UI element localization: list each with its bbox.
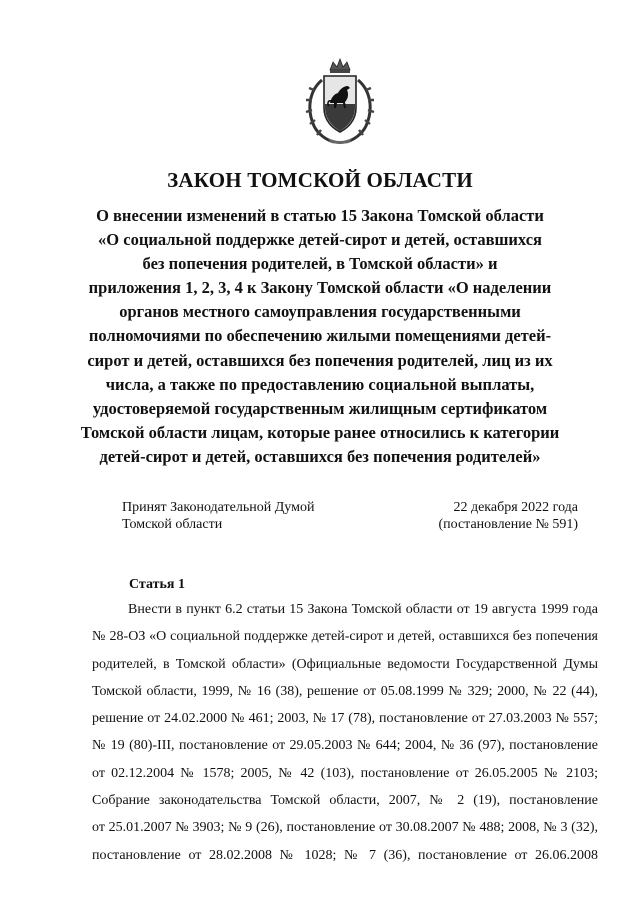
subtitle-line: удостоверяемой государственным жилищным сертификатом (92, 398, 548, 418)
article-line: № 28-ОЗ «О социальной поддержке детей-сирот и детей, оставшихся без попечения (92, 629, 598, 645)
article-line: решение от 24.02.2000 № 461; 2003, № 17 (78), постановление от 27.03.2003 № 557; (92, 711, 598, 727)
subtitle-line: числа, а также по предоставлению социальной выплаты, (105, 374, 535, 394)
law-subtitle (70, 204, 570, 469)
article-line: № 19 (80)-III, постановление от 29.05.2003 № 644; 2004, № 36 (97), постановление (92, 738, 598, 754)
law-title: ЗАКОН ТОМСКОЙ ОБЛАСТИ (167, 168, 473, 192)
article-line: Томской области, 1999, № 16 (38), решение от 05.08.1999 № 329; 2000, № 22 (44), (92, 683, 598, 699)
tomsk-coat-of-arms-emblem (300, 56, 380, 146)
article-line: от 02.12.2004 № 1578; 2005, № 42 (103), постановление от 26.05.2005 № 2103; (92, 765, 598, 781)
adopted-by-block (122, 499, 314, 533)
subtitle-line: без попечения родителей, в Томской области» и (142, 254, 498, 274)
subtitle-line: органов местного самоуправления государственными (119, 302, 521, 322)
adoption-date-block (438, 499, 578, 533)
article-line: родителей, в Томской области» (Официальные ведомости Государственной Думы (92, 656, 598, 672)
subtitle-line: детей-сирот и детей, оставшихся без попечения родителей» (99, 446, 541, 466)
adopted-by-line: Принят Законодательной Думой (122, 500, 315, 515)
article-line: Внести в пункт 6.2 статьи 15 Закона Томской области от 19 августа 1999 года (128, 602, 598, 617)
article-1-body (92, 596, 598, 869)
subtitle-line: приложения 1, 2, 3, 4 к Закону Томской области «О наделении (88, 278, 552, 298)
subtitle-line: полномочиями по обеспечению жилыми помещениями детей- (88, 326, 552, 346)
subtitle-line: Томской области лицам, которые ранее относились к категории (80, 422, 560, 442)
article-1-heading: Статья 1 (129, 577, 185, 592)
adopted-by-region: Томской области (122, 517, 223, 532)
adoption-date: 22 декабря 2022 года (453, 500, 578, 515)
subtitle-line: сирот и детей, оставшихся без попечения родителей, лиц из их (87, 350, 553, 370)
article-line: от 25.01.2007 № 3903; № 9 (26), постановление от 30.08.2007 № 488; 2008, № 3 (32), (92, 820, 598, 836)
subtitle-line: «О социальной поддержке детей-сирот и детей, оставшихся (98, 230, 542, 250)
subtitle-line: О внесении изменений в статью 15 Закона Томской области (96, 206, 544, 225)
article-line: постановление от 28.02.2008 № 1028; № 7 (36), постановление от 26.06.2008 (92, 847, 598, 863)
resolution-number: (постановление № 591) (438, 517, 578, 532)
article-line: Собрание законодательства Томской области, 2007, № 2 (19), постановление (92, 793, 598, 809)
